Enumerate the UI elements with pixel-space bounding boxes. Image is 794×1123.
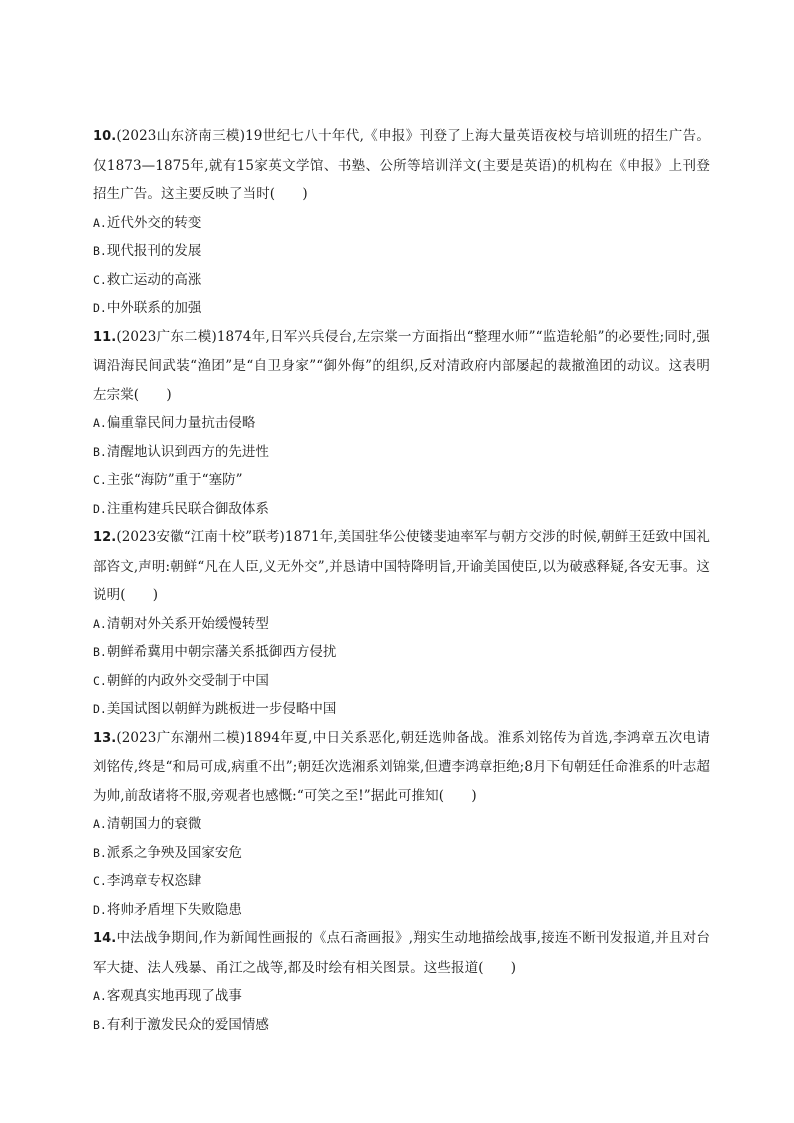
option-text: 清朝对外关系开始缓慢转型 (106, 615, 269, 632)
option-letter: B. (93, 444, 107, 459)
option-letter: B. (93, 1017, 107, 1032)
option-text: 注重构建兵民联合御敌体系 (106, 500, 269, 517)
option-list (93, 982, 710, 1039)
option-text: 清朝国力的衰微 (106, 816, 202, 832)
option-letter: D. (93, 501, 107, 516)
option-letter: D. (93, 702, 107, 716)
option-letter: D. (93, 301, 107, 315)
option-letter: A. (93, 215, 107, 230)
option-list (93, 209, 710, 323)
option-letter: D. (93, 902, 107, 917)
option-letter: B. (93, 645, 107, 659)
question-text: (2023山东济南三模)19世纪七八十年代,《申报》刊登了上海大量英语夜校与培训班的招生广告。仅1873—1875年,就有15家英文学馆、书塾、公所等培训洋文(主要是英语)的机构在《申报》上刊登招生广告。这主要反映了当时( ) (93, 128, 710, 202)
option-list (93, 610, 710, 724)
option-letter: C. (93, 673, 107, 688)
option-text: 主张“海防”重于“塞防” (106, 472, 243, 488)
question-stem (93, 924, 710, 982)
option-text: 派系之争殃及国家安危 (106, 844, 242, 861)
option-text: 朝鲜的内政外交受制于中国 (106, 672, 269, 689)
question-text: (2023安徽“江南十校”联考)1871年,美国驻华公使镂斐迪率军与朝方交涉的时候,朝鲜王廷致中国礼部咨文,声明:朝鲜“凡在人臣,义无外交”,并恳请中国特降明旨,开谕美国使臣,以为破惑释疑,各安无事。这说明( ) (93, 529, 710, 603)
option-d[interactable] (93, 495, 710, 524)
option-text: 现代报刊的发展 (106, 243, 202, 259)
option-letter: A. (93, 616, 107, 631)
option-letter: A. (93, 817, 107, 831)
option-text: 客观真实地再现了战事 (106, 988, 242, 1004)
question-text: 中法战争期间,作为新闻性画报的《点石斋画报》,翔实生动地描绘战事,接连不断刊发报道,并且对台军大捷、法人残暴、甬江之战等,都及时绘有相关图景。这些报道( ) (93, 930, 710, 976)
question-text: (2023广东二模)1874年,日军兴兵侵台,左宗棠一方面指出“整理水师”“监造轮船”的必要性;同时,强调沿海民间武装“渔团”是“自卫身家”“御外侮”的组织,反对清政府内部屡起的裁撤渔团的动议。这表明左宗棠( ) (93, 328, 710, 403)
option-a[interactable] (93, 982, 710, 1011)
option-letter: B. (93, 845, 107, 860)
option-b[interactable] (93, 1011, 710, 1040)
option-c[interactable] (93, 266, 710, 295)
option-list (93, 409, 710, 523)
option-text: 将帅矛盾埋下失败隐患 (106, 901, 242, 918)
option-b[interactable] (93, 839, 710, 868)
option-a[interactable] (93, 610, 710, 639)
option-letter: B. (93, 244, 107, 258)
question-text: (2023广东潮州二模)1894年夏,中日关系恶化,朝廷选帅备战。淮系刘铭传为首选,李鸿章五次电请刘铭传,终是“和局可成,病重不出”;朝廷次选湘系刘锦棠,但遭李鸿章拒绝;8月下旬朝廷任命淮系的叶志超为帅,前敌诸将不服,旁观者也感慨:“可笑之至!”据此可推知( ) (93, 729, 710, 804)
question-number: 13. (93, 730, 117, 746)
question-number: 11. (93, 329, 117, 345)
question-stem (93, 724, 710, 811)
question-10 (93, 122, 710, 323)
option-letter: C. (93, 272, 107, 287)
option-letter: A. (93, 416, 107, 430)
question-11 (93, 323, 710, 524)
question-stem (93, 122, 710, 209)
option-a[interactable] (93, 810, 710, 839)
option-text: 清醒地认识到西方的先进性 (106, 443, 269, 460)
question-14 (93, 924, 710, 1039)
option-text: 美国试图以朝鲜为跳板进一步侵略中国 (106, 701, 337, 717)
option-d[interactable] (93, 695, 710, 724)
option-b[interactable] (93, 237, 710, 266)
option-list (93, 810, 710, 924)
option-b[interactable] (93, 438, 710, 467)
question-number: 10. (93, 129, 117, 144)
question-page (93, 122, 710, 1039)
option-b[interactable] (93, 638, 710, 667)
option-c[interactable] (93, 466, 710, 495)
option-letter: C. (93, 874, 107, 888)
option-c[interactable] (93, 867, 710, 896)
option-letter: A. (93, 989, 107, 1003)
option-text: 李鸿章专权恣肆 (106, 873, 202, 889)
option-a[interactable] (93, 209, 710, 238)
question-stem (93, 523, 710, 610)
question-number: 12. (93, 530, 117, 545)
option-d[interactable] (93, 896, 710, 925)
option-c[interactable] (93, 667, 710, 696)
option-text: 偏重靠民间力量抗击侵略 (106, 415, 256, 431)
option-text: 有利于激发民众的爱国情感 (106, 1016, 269, 1033)
option-text: 救亡运动的高涨 (106, 271, 202, 288)
option-text: 朝鲜希冀用中朝宗藩关系抵御西方侵扰 (106, 644, 337, 660)
option-text: 中外联系的加强 (106, 300, 202, 316)
option-text: 近代外交的转变 (106, 214, 202, 231)
question-12 (93, 523, 710, 724)
question-number: 14. (93, 931, 117, 946)
option-a[interactable] (93, 409, 710, 438)
question-stem (93, 323, 710, 410)
option-d[interactable] (93, 294, 710, 323)
question-13 (93, 724, 710, 925)
option-letter: C. (93, 473, 107, 487)
